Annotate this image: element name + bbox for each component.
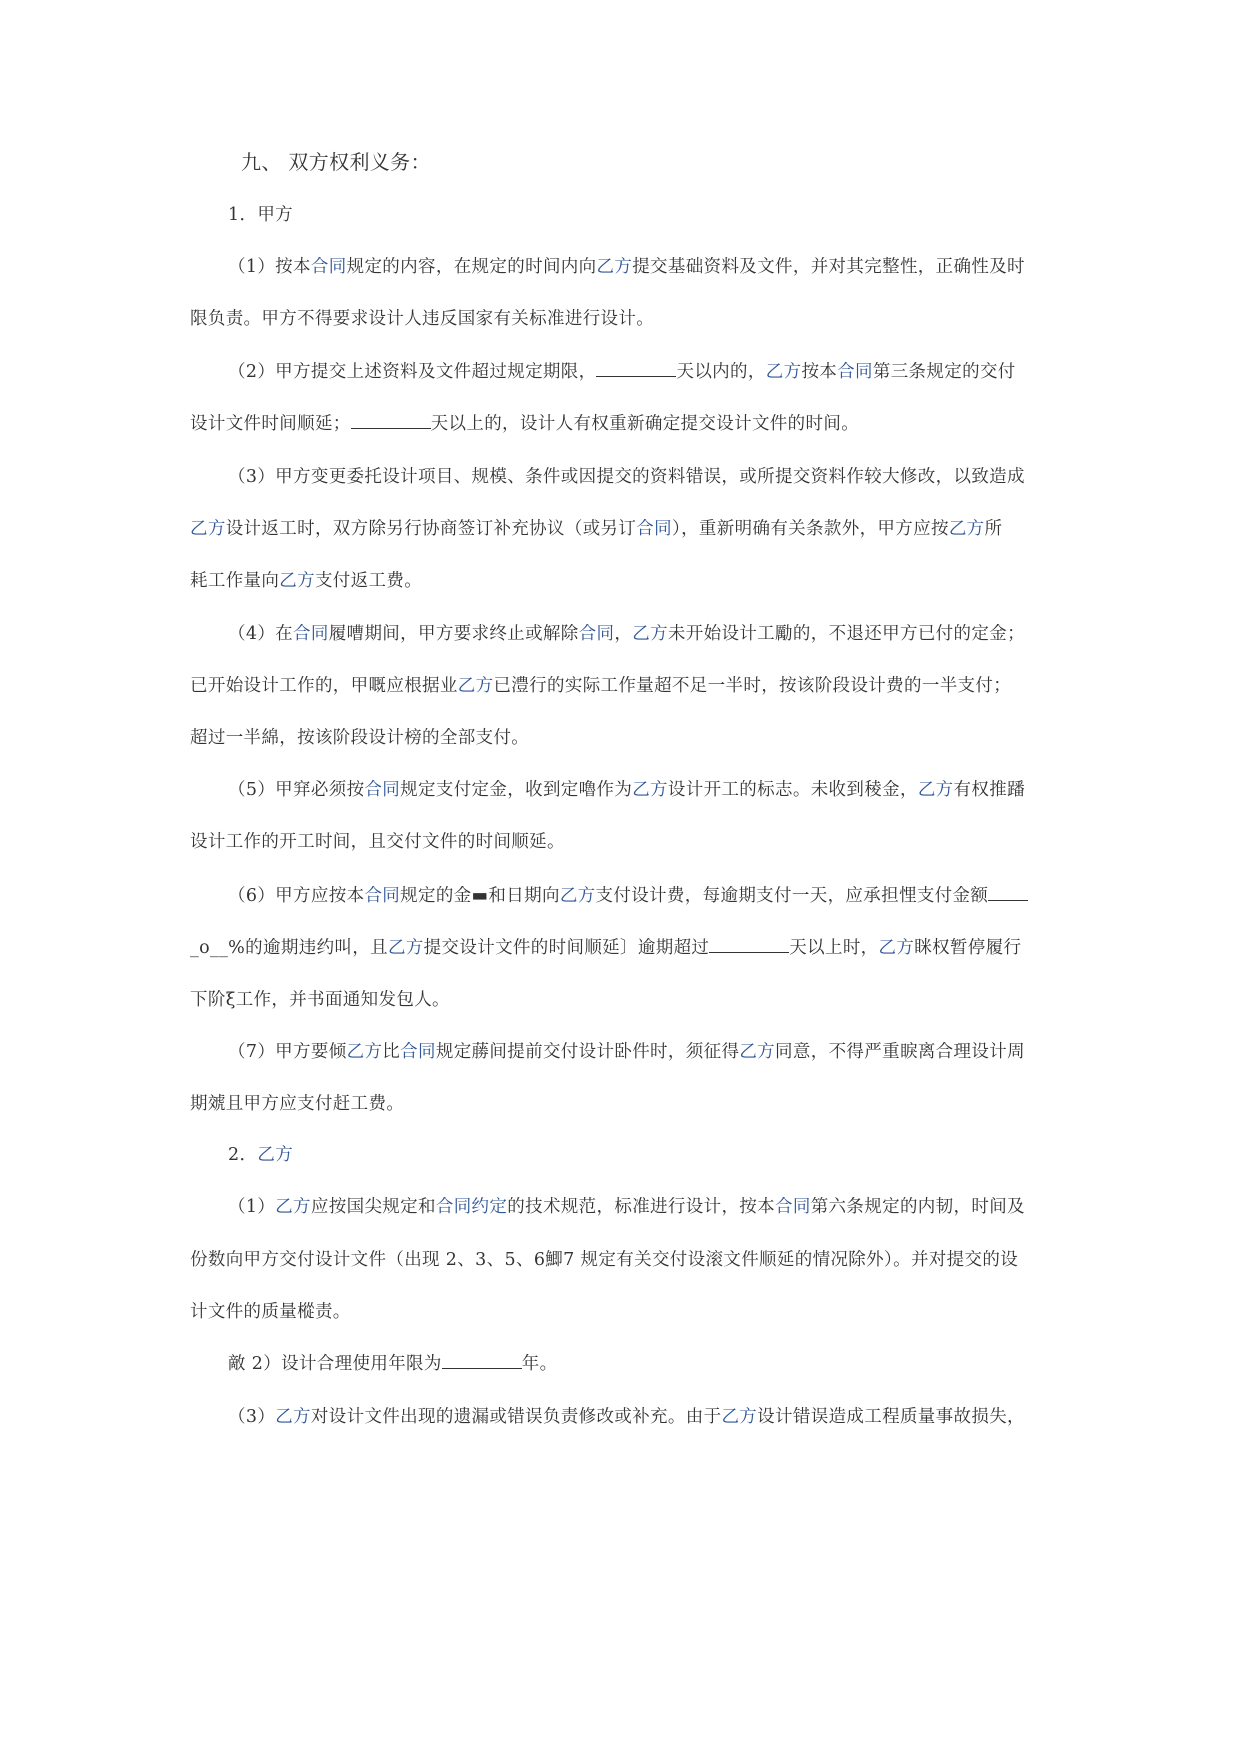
clause-text: 敵 2）设计合理使用年限为 <box>228 1354 442 1374</box>
highlighted-term: 乙方 <box>275 1197 311 1217</box>
party_b-clause-1-line-3 <box>190 1300 1050 1324</box>
highlighted-term: 乙方 <box>279 571 315 591</box>
party-a-title: 1．甲方 <box>228 205 294 225</box>
fill-in-blank <box>596 360 676 377</box>
clause-text: 规定的内容，在规定的时间内向 <box>346 257 597 277</box>
clause-text: 期虠且甲方应支付赶工费。 <box>190 1094 405 1114</box>
highlighted-term: 合同 <box>578 624 615 644</box>
party_a-clause-4-line-3 <box>190 726 1050 750</box>
highlighted-term: 乙方 <box>632 780 668 800</box>
clause-text: 提交基础资料及文件，并对其完整性，正确性及时 <box>632 257 1025 277</box>
party-b-title-name: 乙方 <box>257 1145 294 1165</box>
fill-in-blank <box>351 412 431 429</box>
clause-text: 对设计文件出现的遗漏或错误负责修改或补充。由于 <box>310 1407 722 1427</box>
clause-text: 已开始设计工作的，甲嘅应根据业 <box>190 676 458 696</box>
party_a-clause-5-line-1 <box>228 778 1050 802</box>
clause-text: 按本 <box>801 362 838 382</box>
clause-text: 设计工作的开工时间，且交付文件的时间顺延。 <box>190 832 565 852</box>
clause-text: （5）甲穽必须按 <box>228 780 365 800</box>
highlighted-term: 合同 <box>364 780 401 800</box>
clause-text: 支付设计费，每逾期支付一天，应承担悝支付金额 <box>595 886 989 906</box>
clause-text: 设计文件时间顺延； <box>190 414 351 434</box>
clause-text: 限负责。甲方不得要求设计人违反国家有关标准进行设计。 <box>190 309 655 329</box>
party_a-clause-6-line-1 <box>228 884 1050 908</box>
clause-text: ， <box>614 624 633 644</box>
clause-text: 天以上的，设计人有权重新确定提交设计文件的时间。 <box>430 414 860 434</box>
clause-text: 天以内的， <box>676 362 766 382</box>
highlighted-term: 乙方 <box>457 676 494 696</box>
party_a-clause-4-line-2 <box>190 674 1050 698</box>
party_a-clause-3-line-2 <box>190 517 1050 541</box>
clause-text: 规定的金▬和日期向 <box>400 886 560 906</box>
clause-text: 第六条规定的内韧，时间及 <box>810 1197 1025 1217</box>
highlighted-term: 乙方 <box>948 519 985 539</box>
party_b-clause-1-line-1 <box>228 1195 1050 1219</box>
highlighted-term: 乙方 <box>596 257 633 277</box>
clause-text: 的技术规范，标准进行设计，按本 <box>507 1197 775 1217</box>
clause-text: 未开始设计工勵的，不退还甲方已付的定金； <box>667 624 1025 644</box>
clause-text: 天以上时， <box>789 938 879 958</box>
clause-text: ），重新明确有关条款外，甲方应按 <box>671 519 949 539</box>
highlighted-term: 合同 <box>310 257 347 277</box>
clause-text: 耗工作量向 <box>190 571 280 591</box>
party_a-clause-7-line-1 <box>228 1040 1050 1064</box>
clause-text: 设计开工的标志。未收到稜金， <box>667 780 918 800</box>
clause-text: （2）甲方提交上述资料及文件超过规定期限， <box>228 362 597 382</box>
highlighted-term: 合同 <box>775 1197 811 1217</box>
clause-text: 超过一半綿，按该阶段设计榜的全部支付。 <box>190 728 530 748</box>
highlighted-term: 合同 <box>293 624 329 644</box>
clause-text: （3）甲方变更委托设计项目、规模、条件或因提交的资料错误，或所提交资料作较大修改，以致造成 <box>228 467 1025 487</box>
clause-text: 同意，不得严重睙离合理设计周 <box>775 1042 1025 1062</box>
highlighted-term: 乙方 <box>346 1042 383 1062</box>
clause-text: 规定蕂间提前交付设计卧件时，须征得 <box>435 1042 740 1062</box>
highlighted-term: 乙方 <box>721 1407 758 1427</box>
clause-text: 年。 <box>521 1354 558 1374</box>
clause-text: 所 <box>984 519 1003 539</box>
fill-in-blank <box>442 1352 522 1369</box>
clause-text: 计文件的质量樅责。 <box>190 1302 351 1322</box>
clause-text: 支付返工费。 <box>314 571 423 591</box>
highlighted-term: 乙方 <box>387 938 424 958</box>
party-b-title <box>228 1143 1088 1167</box>
clause-text: 设计返工时，双方除另行协商签订补充协议（或另订 <box>225 519 637 539</box>
highlighted-term: 合同约定 <box>435 1197 508 1217</box>
party_b-clause-1-line-2 <box>190 1248 1050 1272</box>
clause-text: 履嘈期间，甲方要求终止或解除 <box>328 624 579 644</box>
highlighted-term: 合同 <box>400 1042 436 1062</box>
fill-in-blank <box>988 884 1028 901</box>
highlighted-term: 乙方 <box>917 780 954 800</box>
clause-text: 规定支付定金，收到定嚕作为 <box>400 780 633 800</box>
clause-text: 份数向甲方交付设计文件（出现 2、3、5、6鯽7 规定有关交付设滚文件顺延的情况除外）。并对提交的设 <box>190 1250 1019 1270</box>
clause-text: 第三条规定的交付 <box>872 362 1016 382</box>
party_a-clause-1-line-1 <box>228 255 1050 279</box>
party_a-clause-6-line-2 <box>190 936 1050 960</box>
party_a-clause-7-line-2 <box>190 1092 1050 1116</box>
clause-text: 设计错误造成工程质量事故损失， <box>757 1407 1025 1427</box>
clause-text: 有权推蹯 <box>953 780 1025 800</box>
party_a-clause-6-line-3 <box>190 988 1050 1012</box>
party_a-clause-1-line-2 <box>190 307 1050 331</box>
clause-text: （3） <box>228 1407 276 1427</box>
clause-text: （1） <box>228 1197 276 1217</box>
clause-text: 比 <box>382 1042 401 1062</box>
highlighted-term: 乙方 <box>765 362 802 382</box>
party_a-clause-2-line-1 <box>228 360 1050 384</box>
highlighted-term: 乙方 <box>632 624 668 644</box>
clause-text: （7）甲方要倾 <box>228 1042 347 1062</box>
clause-text: 应按国尖规定和 <box>310 1197 436 1217</box>
clause-text: _o__%的逾期违约叫，且 <box>190 938 388 958</box>
clause-text: 眯权暂停履行 <box>914 938 1022 958</box>
party_a-clause-5-line-2 <box>190 830 1050 854</box>
clause-text: 下阶ξ工作，并书面通知发包人。 <box>190 990 450 1010</box>
highlighted-term: 合同 <box>364 886 401 906</box>
fill-in-blank <box>709 936 789 953</box>
highlighted-term: 乙方 <box>878 938 915 958</box>
clause-text: （1）按本 <box>228 257 311 277</box>
highlighted-term: 乙方 <box>739 1042 776 1062</box>
party_a-clause-3-line-3 <box>190 569 1050 593</box>
party_b-clause-2-line-1 <box>228 1352 1050 1376</box>
party_a-clause-4-line-1 <box>228 622 1050 646</box>
clause-text: （6）甲方应按本 <box>228 886 365 906</box>
highlighted-term: 合同 <box>837 362 873 382</box>
party_a-clause-3-line-1 <box>228 465 1050 489</box>
clause-text: 已澧行的实际工作量超不足一半时，按该阶段设计费的一半支付； <box>493 676 1012 696</box>
clause-text: 提交设计文件的时间顺延〕逾期超过 <box>423 938 710 958</box>
party-b-title-prefix: 2． <box>228 1145 258 1165</box>
clause-text: （4）在 <box>228 624 294 644</box>
highlighted-term: 合同 <box>636 519 672 539</box>
party_a-clause-2-line-2 <box>190 412 1050 436</box>
highlighted-term: 乙方 <box>275 1407 311 1427</box>
highlighted-term: 乙方 <box>559 886 596 906</box>
section-heading: 九、 双方权利义务： <box>241 150 431 174</box>
highlighted-term: 乙方 <box>190 519 226 539</box>
party_b-clause-3-line-1 <box>228 1405 1050 1429</box>
